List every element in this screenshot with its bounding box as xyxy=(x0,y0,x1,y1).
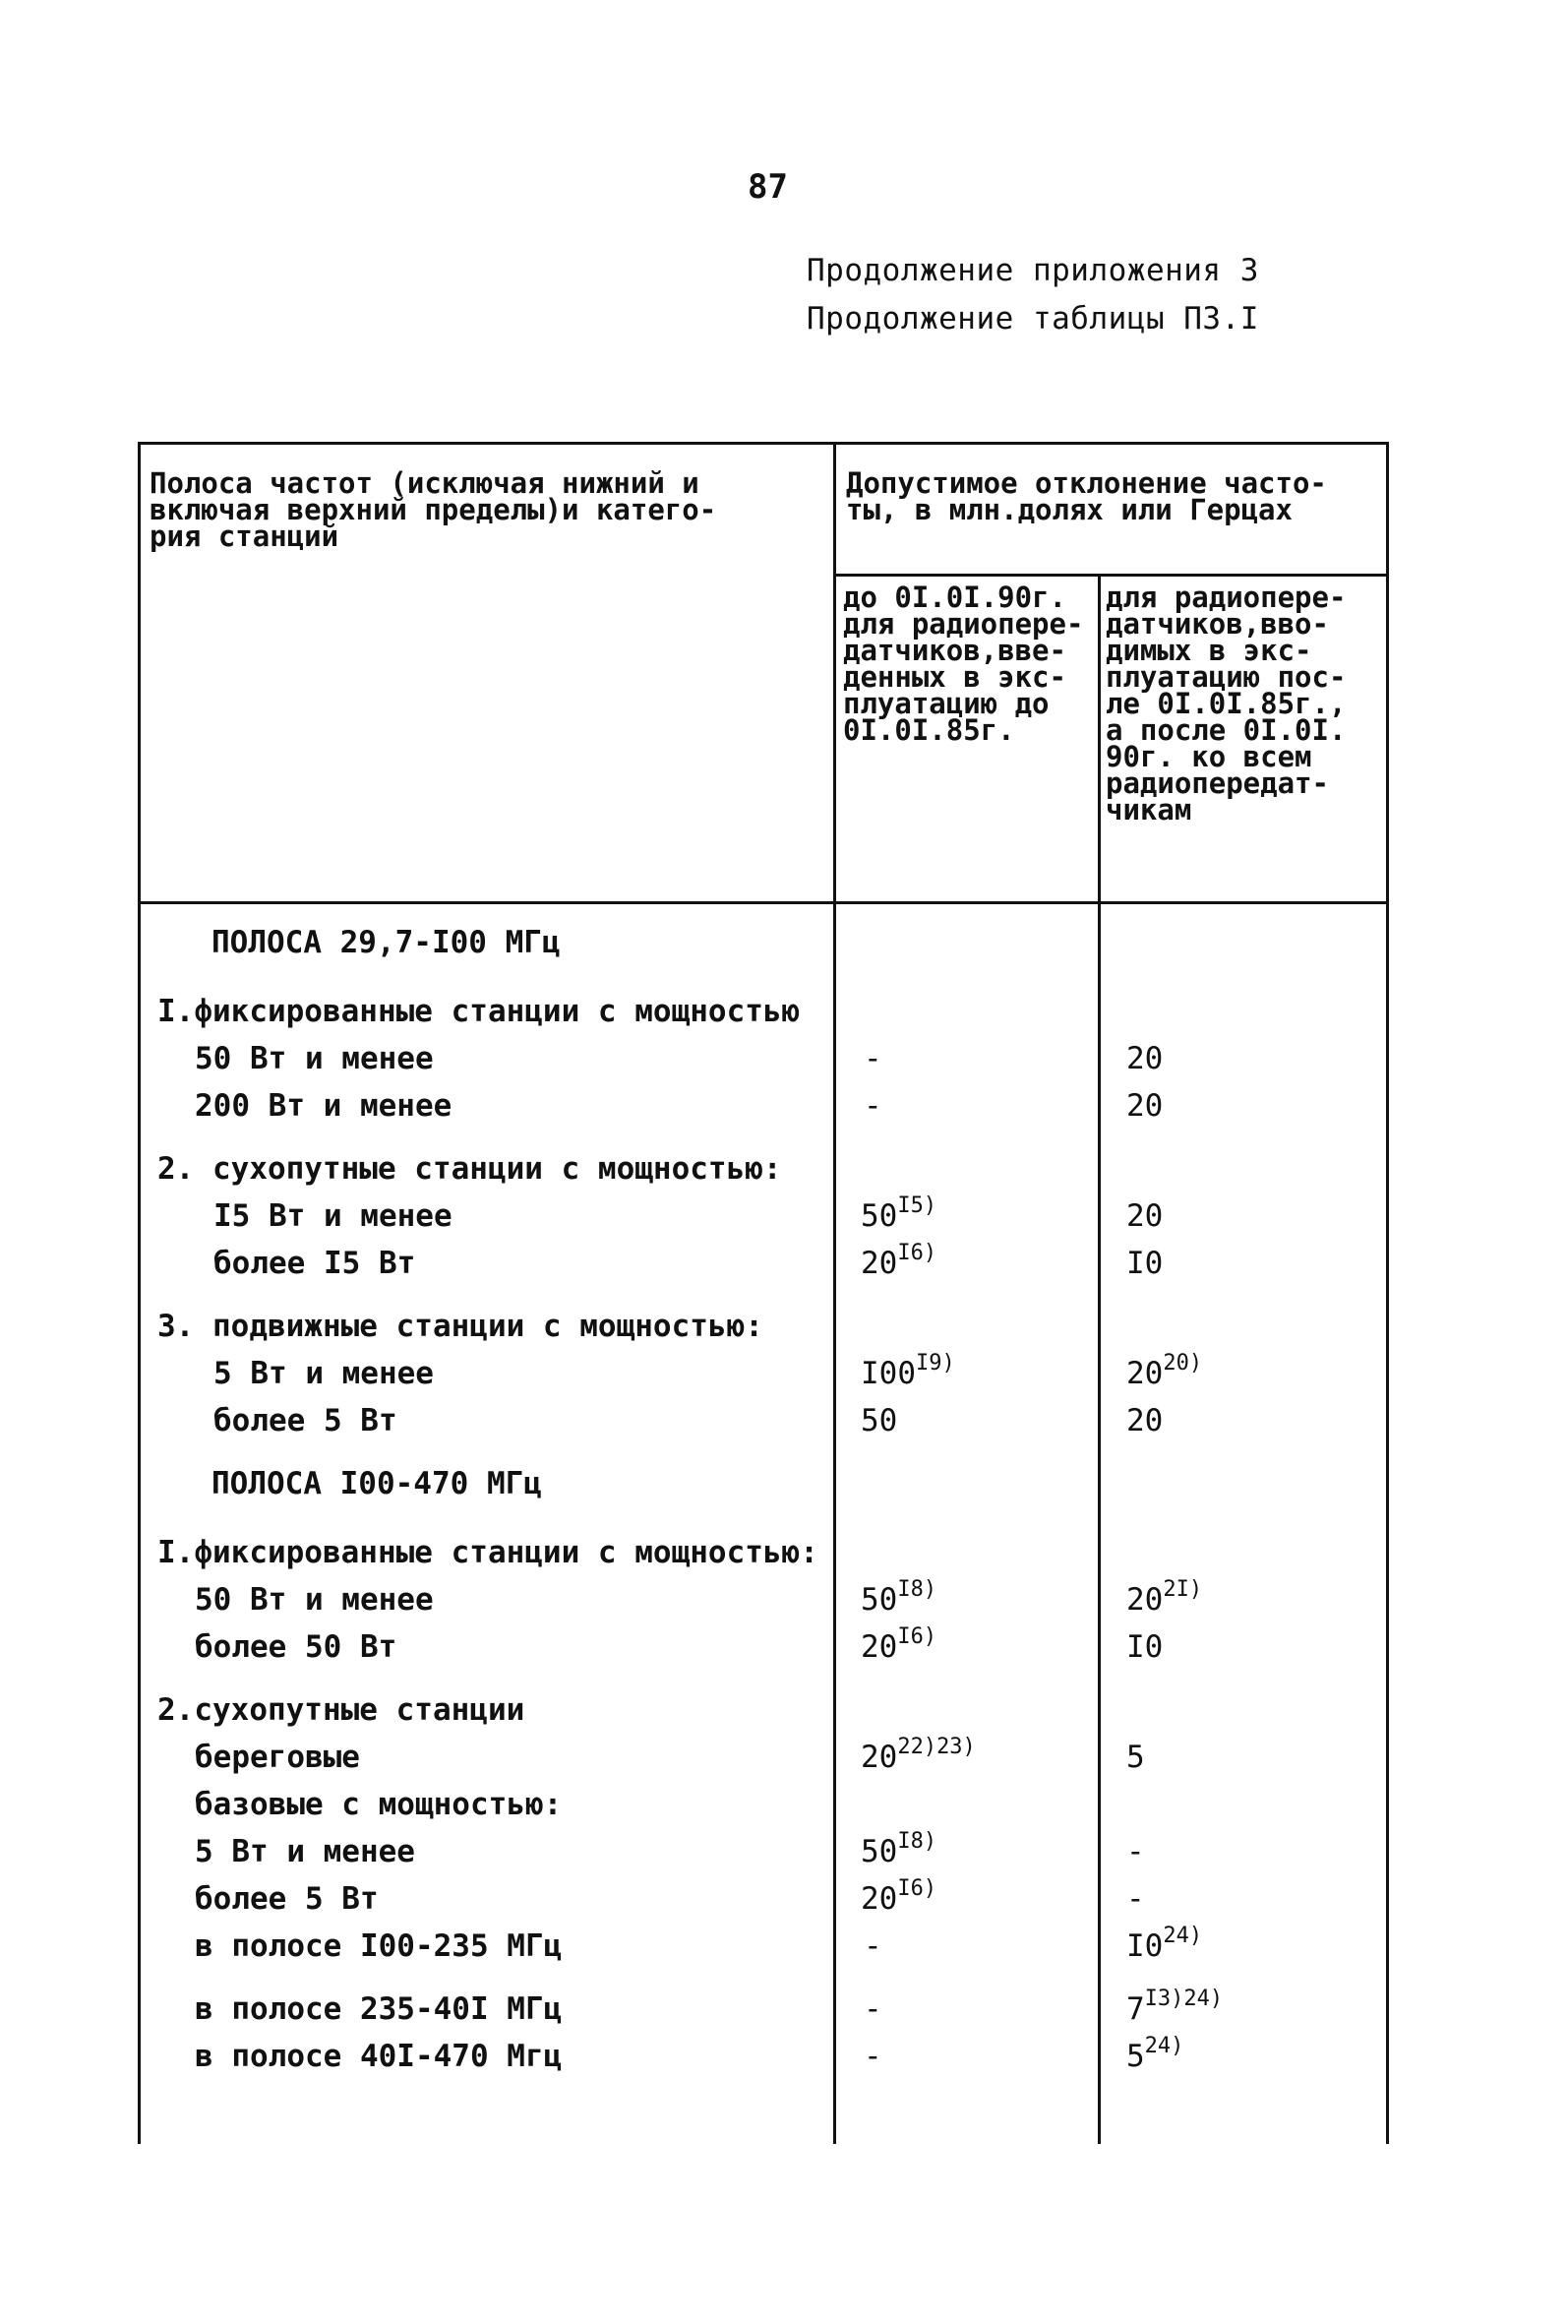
after-1985-cell-value: I0 xyxy=(1126,1928,1164,1964)
after-1985-cell-value: 20 xyxy=(1126,1041,1164,1076)
after-1985-cell-footnote: 20) xyxy=(1163,1351,1203,1376)
before-1990-cell-footnote: I8) xyxy=(897,1577,937,1602)
row-label xyxy=(157,1309,763,1344)
row-label-value: 2.сухопутные станции xyxy=(157,1692,525,1728)
before-1990-cell-value: - xyxy=(864,1991,882,2027)
before-1990-cell-value: I00 xyxy=(861,1356,916,1391)
row-label xyxy=(195,1928,562,1964)
row-label xyxy=(195,1881,379,1917)
before-1990-cell-value: 50 xyxy=(861,1403,898,1438)
row-label xyxy=(157,1151,782,1187)
before-1990-cell xyxy=(861,1351,955,1391)
row-label-value: более I5 Вт xyxy=(213,1246,416,1281)
before-1990-cell-footnote: I6) xyxy=(897,1624,937,1649)
after-1985-cell xyxy=(1126,1577,1203,1618)
before-1990-cell xyxy=(861,1624,937,1665)
after-1985-cell-value: 20 xyxy=(1126,1088,1164,1124)
row-label-value: ПОЛОСА I00-470 МГц xyxy=(211,1466,542,1501)
before-1990-cell xyxy=(861,1577,937,1618)
row-label-value: более 5 Вт xyxy=(195,1881,379,1917)
before-1990-cell-footnote: I6) xyxy=(897,1241,937,1265)
row-label xyxy=(157,994,800,1029)
after-1985-cell xyxy=(1126,1246,1163,1281)
before-1990-cell xyxy=(861,1403,897,1438)
before-1990-cell xyxy=(861,1829,937,1869)
after-1985-cell xyxy=(1126,2034,1184,2074)
after-1985-cell-value: 20 xyxy=(1126,1198,1164,1234)
before-1990-cell xyxy=(864,1928,882,1964)
header-before-1990: до 0I.0I.90г. для радиопере- датчиков,вве- денных в экс- плуатацию до 0I.0I.85г. xyxy=(843,581,1084,747)
after-1985-cell xyxy=(1126,1088,1163,1124)
row-label-value: 2. сухопутные станции с мощностью: xyxy=(157,1151,782,1187)
header-after-1985: для радиопере- датчиков,вво- димых в экс- плуатацию пос- ле 0I.0I.85г., а после 0I.0I. 90г. ко всем радиопередат- чикам xyxy=(1106,581,1347,826)
row-label-value: 200 Вт и менее xyxy=(195,1088,452,1124)
row-label-value: I5 Вт и менее xyxy=(213,1198,452,1234)
row-label xyxy=(195,1740,360,1775)
after-1985-cell-footnote: 24) xyxy=(1144,2034,1184,2058)
before-1990-cell-value: - xyxy=(864,1041,882,1076)
after-1985-cell-value: I0 xyxy=(1126,1629,1164,1665)
before-1990-cell-footnote: I6) xyxy=(897,1876,937,1901)
row-label-value: в полосе I00-235 МГц xyxy=(195,1928,563,1964)
after-1985-cell-footnote: I3)24) xyxy=(1144,1987,1224,2011)
before-1990-cell-value: 20 xyxy=(861,1740,898,1775)
before-1990-cell-footnote: I5) xyxy=(897,1193,937,1218)
row-label xyxy=(195,1629,396,1665)
row-label-value: 3. подвижные станции с мощностью: xyxy=(157,1309,763,1344)
after-1985-cell xyxy=(1126,1351,1203,1391)
before-1990-cell-value: 20 xyxy=(861,1881,898,1917)
before-1990-cell-value: 20 xyxy=(861,1629,898,1665)
row-label xyxy=(213,1198,452,1234)
row-label xyxy=(195,1787,562,1822)
page-number: 87 xyxy=(748,167,788,207)
after-1985-cell xyxy=(1126,1629,1163,1665)
row-label-value: 50 Вт и менее xyxy=(195,1041,434,1076)
row-label xyxy=(195,1991,562,2027)
after-1985-cell-value: 20 xyxy=(1126,1582,1164,1618)
row-label xyxy=(213,1246,415,1281)
after-1985-cell-value: 5 xyxy=(1126,2039,1145,2074)
before-1990-cell-value: 50 xyxy=(861,1582,898,1618)
after-1985-cell xyxy=(1126,1924,1203,1964)
row-label xyxy=(195,1834,415,1869)
after-1985-cell xyxy=(1126,1041,1163,1076)
before-1990-cell xyxy=(861,1241,937,1281)
row-label-value: 5 Вт и менее xyxy=(195,1834,415,1869)
before-1990-cell xyxy=(864,1041,882,1076)
before-1990-cell xyxy=(864,2039,882,2074)
after-1985-cell xyxy=(1126,1198,1163,1234)
row-label xyxy=(157,1535,818,1570)
row-label-value: I.фиксированные станции с мощностью xyxy=(157,994,801,1029)
before-1990-cell-value: 50 xyxy=(861,1834,898,1869)
before-1990-cell xyxy=(864,1088,882,1124)
row-label-value: ПОЛОСА 29,7-I00 МГц xyxy=(211,925,561,960)
after-1985-cell-footnote: 24) xyxy=(1163,1924,1203,1948)
row-label-value: 5 Вт и менее xyxy=(213,1356,434,1391)
row-label-value: в полосе 235-40I МГц xyxy=(195,1991,563,2027)
row-label xyxy=(195,2039,562,2074)
before-1990-cell-footnote: I9) xyxy=(916,1351,955,1376)
row-label-value: 50 Вт и менее xyxy=(195,1582,434,1618)
before-1990-cell-value: - xyxy=(864,2039,882,2074)
before-1990-cell-value: 50 xyxy=(861,1198,898,1234)
after-1985-cell-value: 7 xyxy=(1126,1991,1145,2027)
before-1990-cell-footnote: I8) xyxy=(897,1829,937,1854)
before-1990-cell xyxy=(861,1876,937,1917)
after-1985-cell-value: - xyxy=(1126,1834,1145,1869)
appendix-continuation-note: Продолжение приложения 3 xyxy=(807,253,1259,288)
row-label xyxy=(195,1088,452,1124)
after-1985-cell-value: 20 xyxy=(1126,1356,1164,1391)
row-label-value: базовые с мощностью: xyxy=(195,1787,563,1822)
row-label-value: в полосе 40I-470 Мгц xyxy=(195,2039,563,2074)
header-frequency-band: Полоса частот (исключая нижний и включая верхний пределы)и катего- рия станций xyxy=(150,466,717,553)
before-1990-cell-value: - xyxy=(864,1928,882,1964)
after-1985-cell xyxy=(1126,1834,1145,1869)
row-label-value: более 5 Вт xyxy=(213,1403,397,1438)
before-1990-cell-footnote: 22)23) xyxy=(897,1735,976,1759)
row-label xyxy=(157,1692,524,1728)
after-1985-cell-value: 5 xyxy=(1126,1740,1145,1775)
after-1985-cell xyxy=(1126,1403,1163,1438)
before-1990-cell xyxy=(861,1193,937,1234)
row-label xyxy=(213,1403,397,1438)
row-label-value: I.фиксированные станции с мощностью: xyxy=(157,1535,818,1570)
after-1985-cell xyxy=(1126,1740,1145,1775)
before-1990-cell xyxy=(861,1735,976,1775)
row-label xyxy=(195,1041,434,1076)
row-label-value: более 50 Вт xyxy=(195,1629,397,1665)
row-label xyxy=(213,1356,434,1391)
table-continuation-note: Продолжение таблицы П3.I xyxy=(807,301,1259,336)
row-label xyxy=(195,1582,434,1618)
row-label xyxy=(211,1466,542,1501)
after-1985-cell-footnote: 2I) xyxy=(1163,1577,1203,1602)
after-1985-cell-value: I0 xyxy=(1126,1246,1164,1281)
after-1985-cell-value: - xyxy=(1126,1881,1145,1917)
header-permissible-deviation: Допустимое отклонение часто- ты, в млн.долях или Герцах xyxy=(846,466,1327,526)
before-1990-cell-value: - xyxy=(864,1088,882,1124)
before-1990-cell xyxy=(864,1991,882,2027)
after-1985-cell xyxy=(1126,1987,1224,2027)
row-label-value: береговые xyxy=(195,1740,360,1775)
after-1985-cell xyxy=(1126,1881,1145,1917)
row-label xyxy=(211,925,561,960)
after-1985-cell-value: 20 xyxy=(1126,1403,1164,1438)
before-1990-cell-value: 20 xyxy=(861,1246,898,1281)
